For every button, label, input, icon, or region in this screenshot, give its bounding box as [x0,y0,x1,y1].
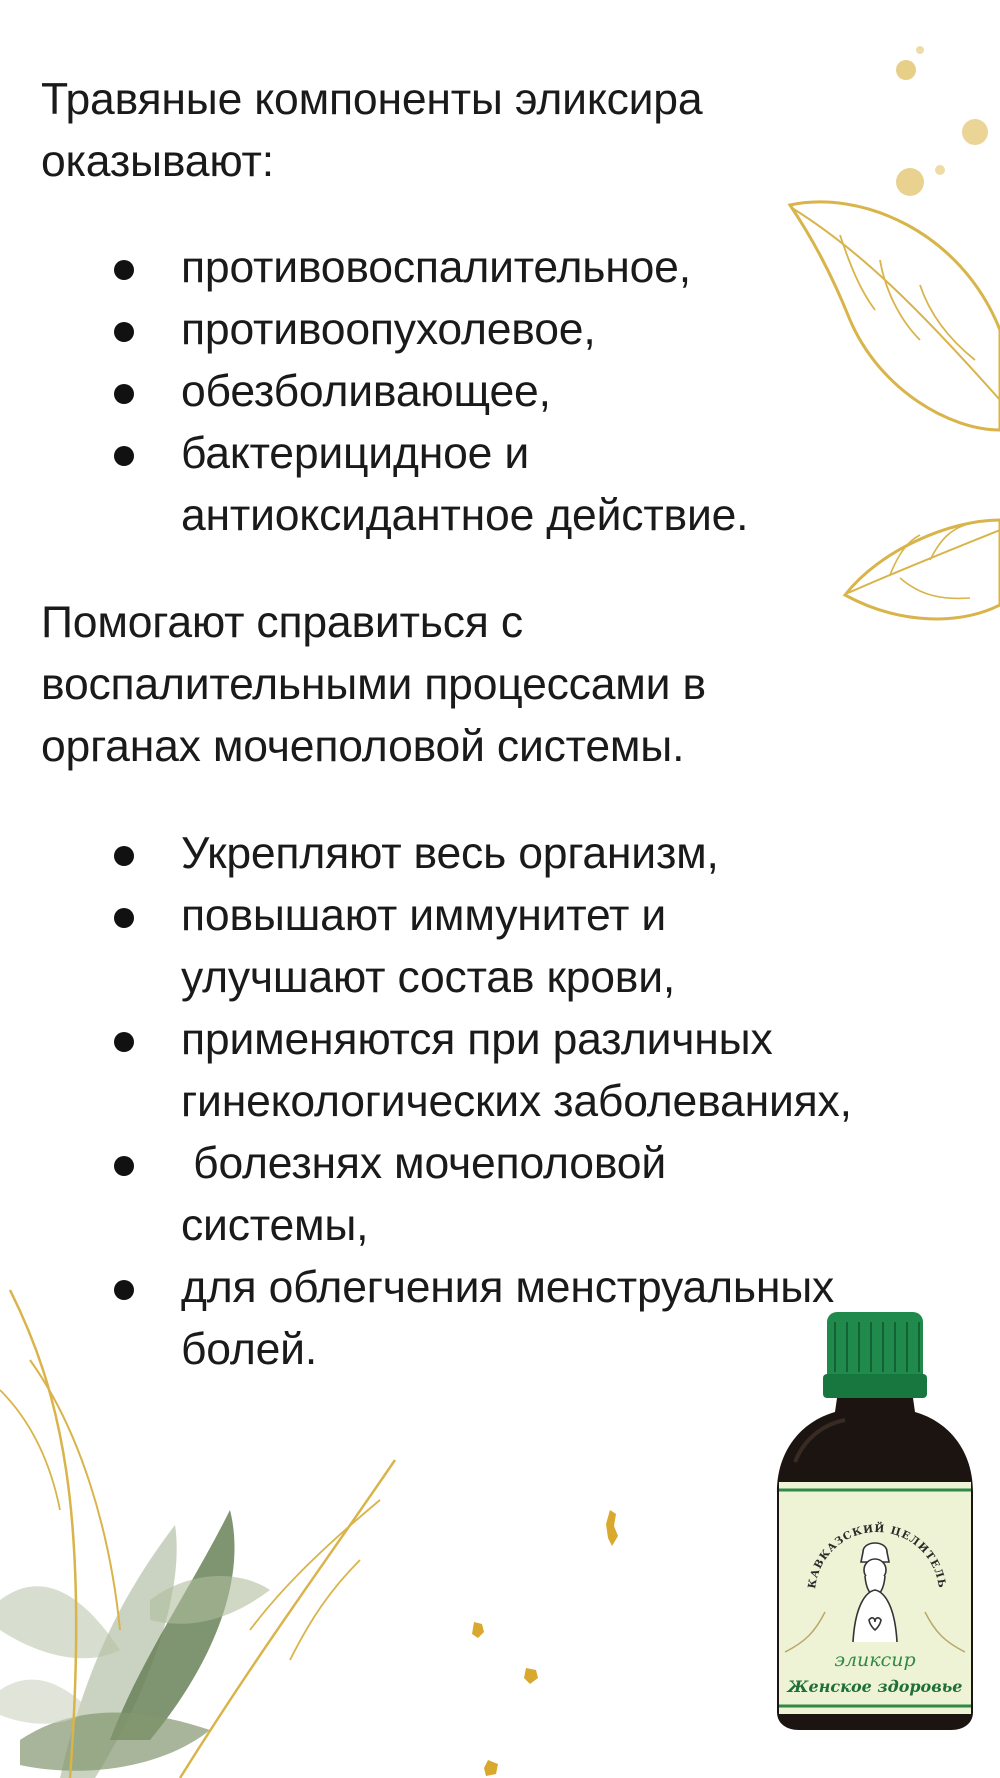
help-line-3: органах мочеполовой системы. [41,722,685,771]
list-item-text: болезнях мочеполовой [181,1139,666,1188]
list-item [0,1009,852,1133]
list-item [0,361,748,423]
list-item-text: повышают иммунитет и [181,891,667,940]
list-item [0,1133,852,1257]
list-item-text: противовоспалительное, [181,243,691,292]
gold-flakes-decoration [460,1500,640,1778]
gold-leaves-top-right-decoration [770,30,1000,630]
list-item-text: улучшают состав крови, [181,953,676,1002]
benefits-list [0,823,852,1381]
list-item [0,885,852,1009]
product-brand: КАВКАЗСКИЙ ЦЕЛИТЕЛЬ [806,1522,948,1590]
elixir-bottle-image [775,1312,975,1730]
list-item-text: применяются при различных [181,1015,773,1064]
list-item-text: противоопухолевое, [181,305,596,354]
list-item-text: болей. [181,1325,317,1374]
product-name: Женское здоровье [787,1677,963,1696]
list-item [0,299,748,361]
intro-line-2: оказывают: [41,137,274,186]
list-item [0,237,748,299]
list-item [0,423,748,547]
intro-paragraph [41,69,702,193]
intro-line-1: Травяные компоненты эликсира [41,75,703,124]
list-item-text: для облегчения менструальных [181,1263,835,1312]
effects-list [0,237,748,547]
list-item-text: гинекологических заболеваниях, [181,1077,852,1126]
help-line-1: Помогают справиться с [41,598,523,647]
list-item-text: антиоксидантное действие. [181,491,749,540]
list-item [0,823,852,885]
list-item [0,1257,852,1381]
list-item-text: Укрепляют весь организм, [181,829,719,878]
list-item-text: обезболивающее, [181,367,551,416]
list-item-text: системы, [181,1201,369,1250]
product-type: эликсир [834,1649,916,1671]
help-line-2: воспалительными процессами в [41,660,706,709]
help-paragraph [41,592,706,778]
list-item-text: бактерицидное и [181,429,530,478]
